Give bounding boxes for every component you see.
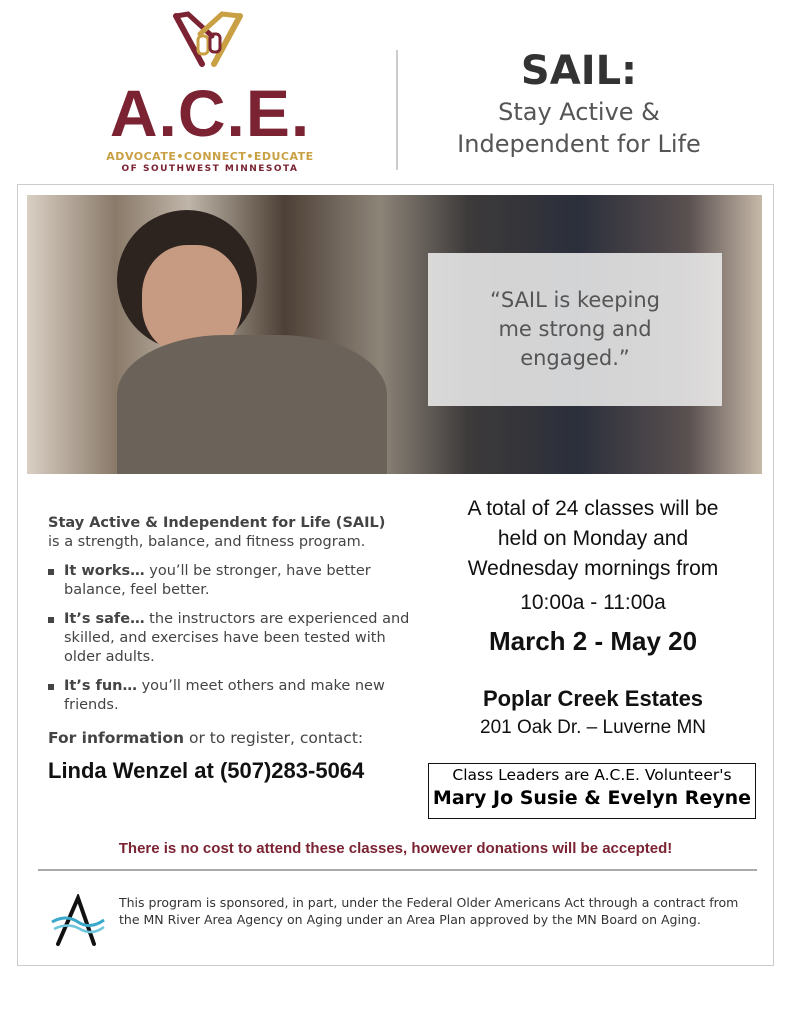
logo-subtagline: OF SOUTHWEST MINNESOTA bbox=[121, 164, 299, 174]
info-label: For information bbox=[48, 729, 185, 747]
schedule-time: 10:00a - 11:00a bbox=[520, 591, 666, 614]
quote-line: “SAIL is keeping bbox=[489, 288, 661, 312]
schedule bbox=[428, 494, 758, 618]
page-title: SAIL: bbox=[520, 48, 638, 94]
benefit-text: the instructors are experienced and skilled, and exercises have been tested with older adults. bbox=[64, 611, 410, 665]
class-dates: March 2 - May 20 bbox=[488, 626, 698, 656]
benefit-item bbox=[48, 562, 418, 600]
schedule-line: held on Monday and bbox=[497, 527, 689, 550]
benefit-text: you’ll meet others and make new friends. bbox=[64, 678, 385, 713]
schedule-line: Wednesday mornings from bbox=[467, 557, 719, 580]
leaders-names: Mary Jo Susie & Evelyn Reyne bbox=[432, 787, 752, 809]
subtitle-line: Independent for Life bbox=[457, 130, 701, 158]
sponsor-statement: This program is sponsored, in part, under the Federal Older Americans Act through a contract from the MN River Area Agency on Aging under an Area Plan approved by the MN Board on Aging. bbox=[119, 895, 739, 927]
testimonial-quote bbox=[428, 253, 722, 406]
quote-line: engaged.” bbox=[520, 346, 630, 370]
benefit-title: It’s fun… bbox=[64, 678, 137, 694]
intro-heading: Stay Active & Independent for Life (SAIL) bbox=[48, 515, 386, 531]
handshake-heart-icon bbox=[172, 10, 244, 70]
benefit-item bbox=[48, 610, 418, 667]
program-description bbox=[48, 514, 418, 784]
benefit-title: It’s safe… bbox=[64, 611, 145, 627]
ace-logo: A.C.E. bbox=[109, 76, 311, 150]
benefit-title: It works… bbox=[64, 563, 145, 579]
benefit-item bbox=[48, 677, 418, 715]
venue-name: Poplar Creek Estates bbox=[482, 686, 704, 711]
header-divider bbox=[396, 50, 398, 170]
photo-figure-body bbox=[117, 335, 387, 474]
class-leaders-box bbox=[428, 763, 756, 819]
venue-address: 201 Oak Dr. – Luverne MN bbox=[480, 717, 706, 738]
footer-divider bbox=[38, 869, 757, 871]
logo-tagline: ADVOCATE•CONNECT•EDUCATE bbox=[106, 150, 314, 163]
subtitle-line: Stay Active & bbox=[498, 98, 660, 126]
cost-note: There is no cost to attend these classes, however donations will be accepted! bbox=[118, 840, 673, 857]
benefit-text: you’ll be stronger, have better balance, feel better. bbox=[64, 563, 371, 598]
contact-info: Linda Wenzel at (507)283-5064 bbox=[48, 758, 365, 783]
schedule-line: A total of 24 classes will be bbox=[467, 497, 719, 520]
leaders-label: Class Leaders are A.C.E. Volunteer's bbox=[452, 766, 732, 784]
page-subtitle bbox=[420, 96, 738, 160]
intro-text: is a strength, balance, and fitness program. bbox=[48, 534, 366, 550]
agency-logo-icon bbox=[50, 894, 106, 948]
quote-line: me strong and bbox=[498, 317, 652, 341]
info-text: or to register, contact: bbox=[184, 729, 364, 747]
